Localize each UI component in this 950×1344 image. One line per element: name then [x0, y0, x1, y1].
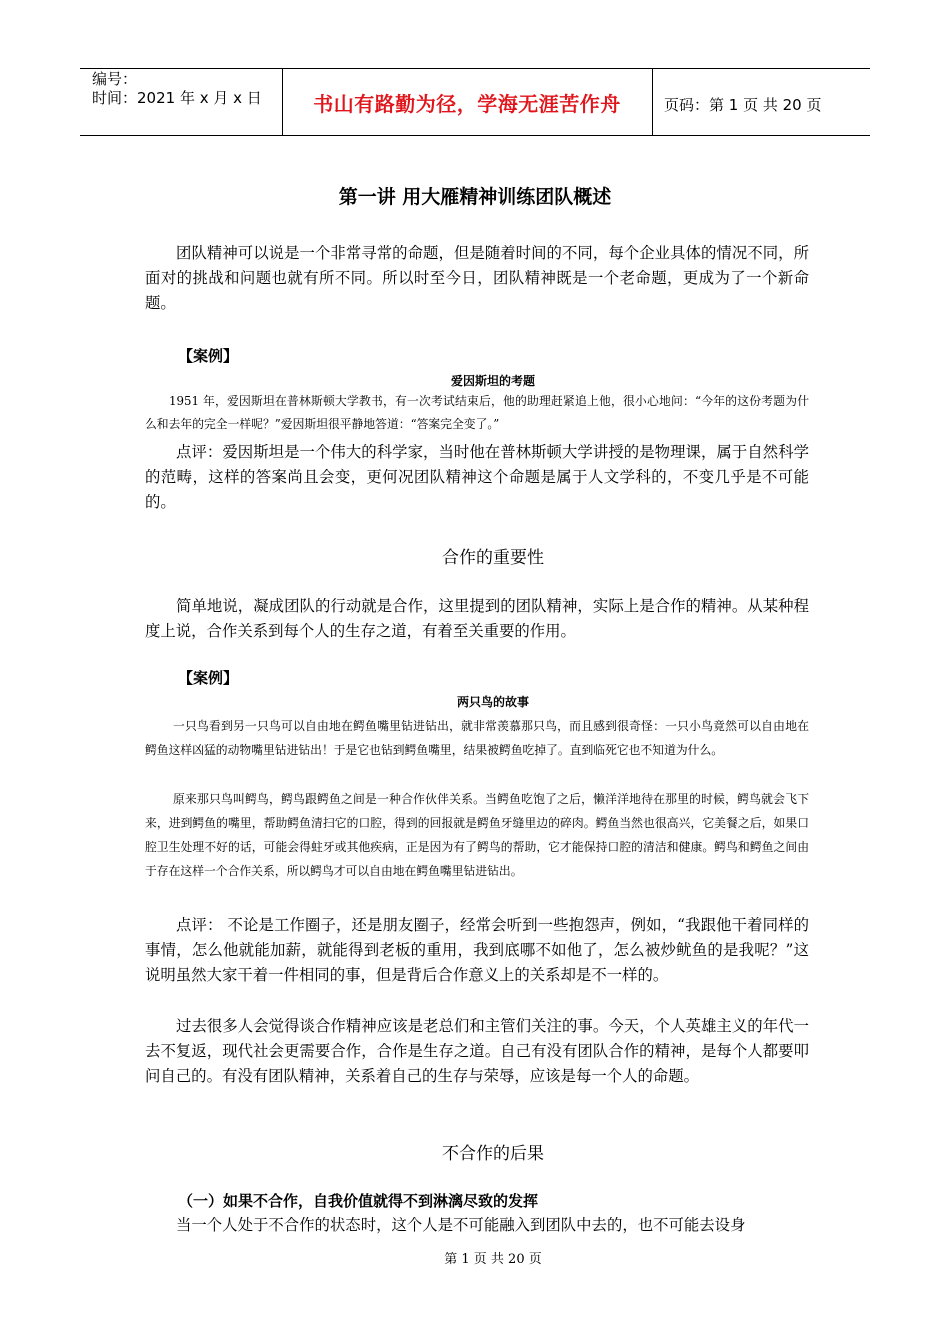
case1-title: 爱因斯坦的考题	[450, 374, 535, 388]
case2-title: 两只鸟的故事	[456, 695, 529, 709]
case2-story-part1: 一只鸟看到另一只鸟可以自由地在鳄鱼嘴里钻进钻出，就非常羡慕那只鸟，而且感到很奇怪：一只小鸟竟然可以自由地在鳄鱼这样凶猛的动物嘴里钻进钻出！于是它也钻到鳄鱼嘴里，结果被鳄鱼吃掉了。直到临死它也不知道为什么。	[145, 719, 809, 757]
section-heading-importance: 合作的重要性	[442, 548, 544, 568]
header-divider-right	[652, 68, 653, 136]
header-meta	[92, 70, 277, 108]
section-heading-consequences: 不合作的后果	[442, 1144, 544, 1164]
header-time-label: 时间：2021 年 x 月 x 日	[92, 89, 262, 107]
page-footer: 第 1 页 共 20 页	[444, 1252, 542, 1267]
header-page-info: 页码：第 1 页 共 20 页	[664, 96, 822, 114]
header-motto: 书山有路勤为径，学海无涯苦作舟	[313, 92, 621, 116]
case1-story: 1951 年，爱因斯坦在普林斯顿大学教书，有一次考试结束后，他的助理赶紧追上他，很小心地问：“今年的这份考题为什么和去年的完全一样呢？”爱因斯坦很平静地答道：“答案完全变了。”	[145, 394, 809, 431]
case2-paragraph: 过去很多人会觉得谈合作精神应该是老总们和主管们关注的事。今天，个人英雄主义的年代一去不复返，现代社会更需要合作，合作是生存之道。自己有没有团队合作的精神，是每个人都要叩问自己的。有没有团队精神，关系着自己的生存与荣辱，应该是每一个人的命题。	[145, 1017, 809, 1085]
section2-subheading: （一）如果不合作，自我价值就得不到淋漓尽致的发挥	[178, 1192, 539, 1210]
page-title: 第一讲 用大雁精神训练团队概述	[338, 186, 612, 208]
header-number-label: 编号：	[92, 70, 138, 88]
case2-comment: 点评： 不论是工作圈子，还是朋友圈子，经常会听到一些抱怨声，例如，“我跟他干着同样的事情，怎么他就能加薪，就能得到老板的重用，我到底哪不如他了，怎么被炒鱿鱼的是我呢？”这说明虽然大家干着一件相同的事，但是背后合作意义上的关系却是不一样的。	[145, 916, 809, 984]
case1-comment: 点评：爱因斯坦是一个伟大的科学家，当时他在普林斯顿大学讲授的是物理课，属于自然科学的范畴，这样的答案尚且会变，更何况团队精神这个命题是属于人文学科的，不变几乎是不可能的。	[145, 443, 809, 511]
intro-paragraph: 团队精神可以说是一个非常寻常的命题，但是随着时间的不同，每个企业具体的情况不同，所面对的挑战和问题也就有所不同。所以时至今日，团队精神既是一个老命题，更成为了一个新命题。	[145, 244, 809, 312]
section2-paragraph: 当一个人处于不合作的状态时，这个人是不可能融入到团队中去的，也不可能去设身	[176, 1216, 746, 1234]
header-top-rule	[80, 68, 870, 69]
section1-paragraph: 简单地说，凝成团队的行动就是合作，这里提到的团队精神，实际上是合作的精神。从某种程度上说，合作关系到每个人的生存之道，有着至关重要的作用。	[145, 597, 809, 640]
case1-label: 【案例】	[178, 347, 239, 365]
case2-story-part2: 原来那只鸟叫鳄鸟，鳄鸟跟鳄鱼之间是一种合作伙伴关系。当鳄鱼吃饱了之后，懒洋洋地待在那里的时候，鳄鸟就会飞下来，进到鳄鱼的嘴里，帮助鳄鱼清扫它的口腔，得到的回报就是鳄鱼牙缝里边的碎肉。鳄鱼当然也很高兴，它美餐之后，如果口腔卫生处理不好的话，可能会得蛀牙或其他疾病，正是因为有了鳄鸟的帮助，它才能保持口腔的清洁和健康。鳄鸟和鳄鱼之间由于存在这样一个合作关系，所以鳄鸟才可以自由地在鳄鱼嘴里钻进钻出。	[145, 792, 809, 878]
case2-label: 【案例】	[178, 669, 239, 687]
header-bottom-rule	[80, 135, 870, 136]
